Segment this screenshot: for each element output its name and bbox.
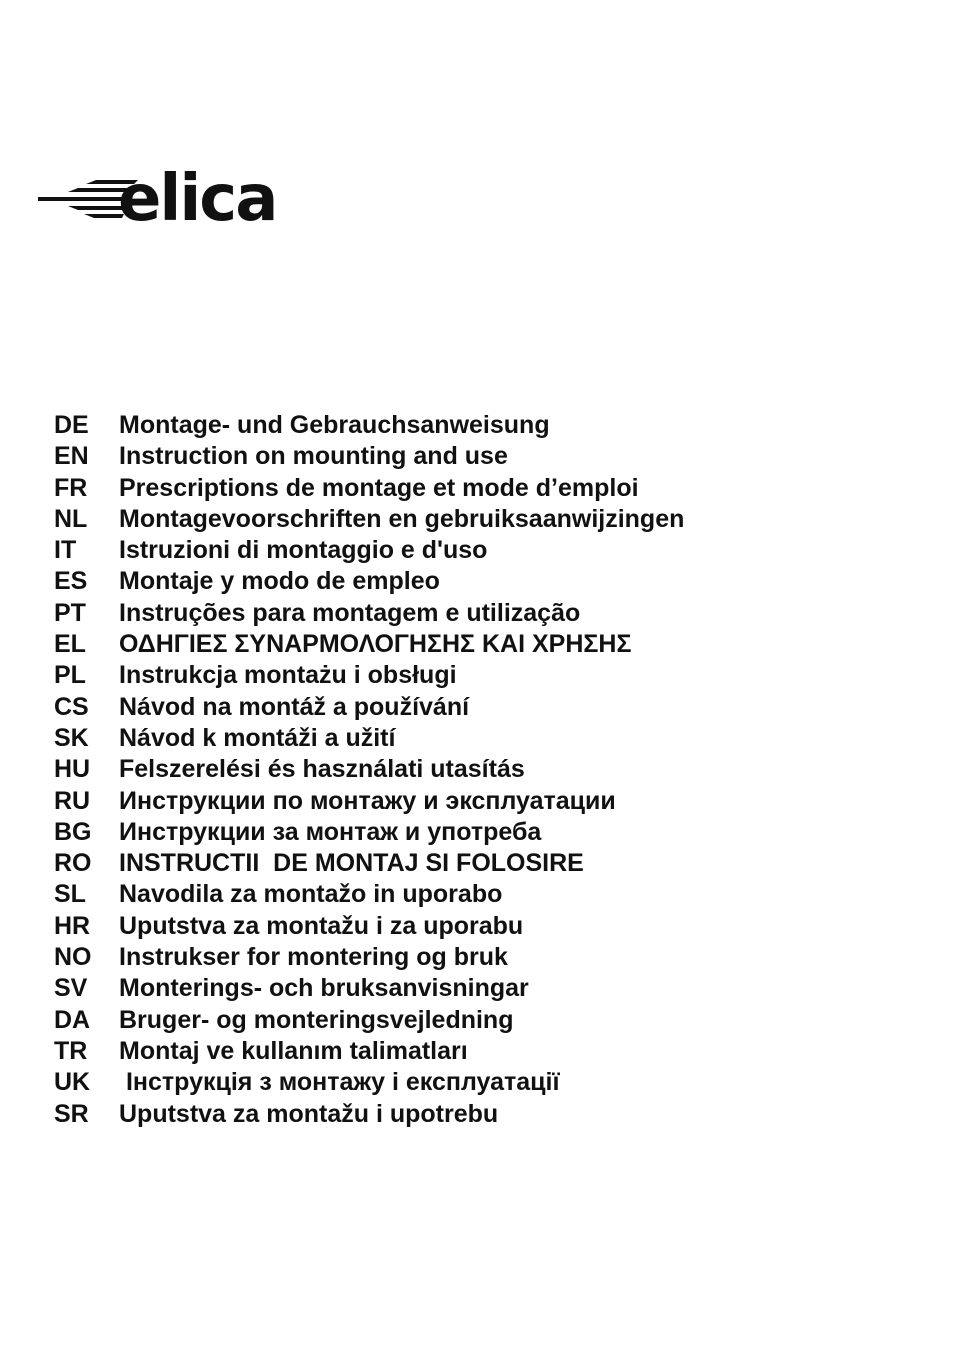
elica-logo-mark [38,168,320,226]
language-title: Uputstva za montažu i upotrebu [119,1099,499,1128]
language-code: HR [54,911,91,940]
language-row-pl [54,660,934,691]
language-title: Montage- und Gebrauchsanweisung [119,411,550,439]
language-code: PL [54,661,86,690]
language-title: Инструкции за монтаж и употреба [119,817,542,846]
language-row-hr [54,911,934,942]
language-code: RO [54,849,92,878]
language-row-de [54,410,934,441]
language-title: Monterings- och bruksanvisningar [119,974,529,1003]
language-row-uk [54,1067,934,1098]
language-code: HU [54,755,91,784]
language-code: ES [54,567,88,596]
language-code: IT [54,536,77,565]
language-title: Montaje y modo de empleo [119,567,440,596]
language-code: EL [54,630,86,659]
language-code: SL [54,880,86,909]
language-title: Návod k montáži a užití [119,723,396,752]
language-code: NO [54,943,92,972]
language-row-sl [54,879,934,910]
language-row-no [54,942,934,973]
language-row-sr [54,1099,934,1130]
language-title: Instrukcja montażu i obsługi [119,661,457,690]
language-row-fr [54,473,934,504]
language-code: CS [54,692,89,721]
language-title: Návod na montáž a používání [119,692,470,721]
language-row-da [54,1005,934,1036]
language-title: Montagevoorschriften en gebruiksaanwijzingen [119,504,685,533]
language-row-ru [54,786,934,817]
language-code: SK [54,723,89,752]
language-row-sk [54,723,934,754]
language-row-it [54,535,934,566]
language-title: Montaj ve kullanım talimatları [119,1036,468,1065]
language-row-sv [54,973,934,1004]
language-code: PT [54,598,86,627]
language-row-bg [54,817,934,848]
language-row-hu [54,754,934,785]
language-code: EN [54,442,89,471]
language-code: SR [54,1099,89,1128]
language-code: TR [54,1036,88,1065]
language-code: RU [54,786,91,815]
language-title: Інструкція з монтажу і експлуатації [119,1068,560,1097]
language-list [54,410,934,1130]
language-row-nl [54,504,934,535]
language-code: FR [54,473,88,502]
language-title: INSTRUCTII DE MONTAJ SI FOLOSIRE [119,849,584,878]
language-title: ΟΔΗΓΙΕΣ ΣΥΝΑΡΜΟΛΟΓΗΣΗΣ ΚΑΙ ΧΡΗΣΗΣ [119,630,632,659]
language-row-ro [54,848,934,879]
language-row-cs [54,692,934,723]
language-title: Instruções para montagem e utilização [119,598,581,627]
language-code: DE [54,411,89,439]
language-title: Prescriptions de montage et mode d’emploi [119,473,639,502]
language-title: Istruzioni di montaggio e d'uso [119,536,488,565]
language-title: Navodila za montažo in uporabo [119,880,503,909]
language-title: Uputstva za montažu i za uporabu [119,911,524,940]
language-row-en [54,441,934,472]
language-title: Instruction on mounting and use [119,442,508,471]
language-code: NL [54,504,88,533]
language-title: Felszerelési és használati utasítás [119,755,525,784]
svg-text:elica: elica [118,168,277,226]
language-code: DA [54,1005,91,1034]
language-title: Инструкции по монтажу и эксплуатации [119,786,616,815]
language-row-es [54,566,934,597]
elica-logo [38,168,320,226]
language-code: UK [54,1068,91,1097]
language-title: Bruger- og monteringsvejledning [119,1005,514,1034]
language-row-el [54,629,934,660]
language-row-tr [54,1036,934,1067]
language-title: Instrukser for montering og bruk [119,943,508,972]
language-row-pt [54,598,934,629]
language-code: SV [54,974,88,1003]
language-code: BG [54,817,92,846]
